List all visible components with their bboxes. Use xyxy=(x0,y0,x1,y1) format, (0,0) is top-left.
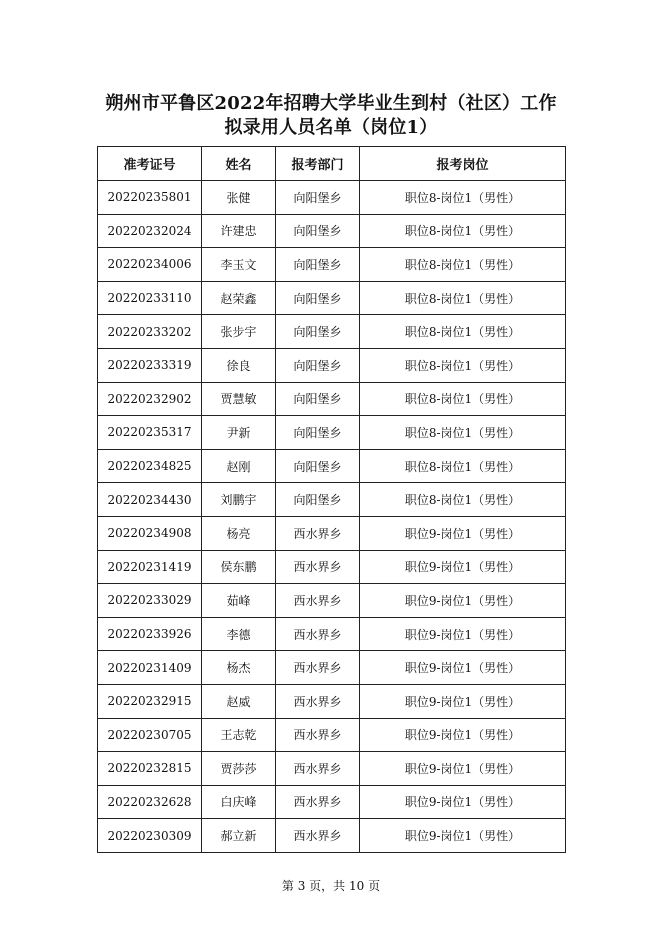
cell-exam-number: 20220234908 xyxy=(98,516,202,550)
cell-exam-number: 20220234825 xyxy=(98,449,202,483)
table-row xyxy=(98,785,566,819)
cell-position: 职位8-岗位1（男性） xyxy=(360,315,566,349)
cell-department: 向阳堡乡 xyxy=(276,281,360,315)
cell-exam-number: 20220234430 xyxy=(98,483,202,517)
table-row xyxy=(98,248,566,282)
cell-name: 郝立新 xyxy=(202,819,276,853)
cell-exam-number: 20220231419 xyxy=(98,550,202,584)
cell-exam-number: 20220235317 xyxy=(98,416,202,450)
cell-department: 向阳堡乡 xyxy=(276,315,360,349)
cell-department: 向阳堡乡 xyxy=(276,449,360,483)
cell-name: 刘鹏宇 xyxy=(202,483,276,517)
table-row xyxy=(98,449,566,483)
cell-exam-number: 20220233319 xyxy=(98,348,202,382)
cell-name: 许建忠 xyxy=(202,214,276,248)
cell-position: 职位8-岗位1（男性） xyxy=(360,449,566,483)
cell-department: 向阳堡乡 xyxy=(276,348,360,382)
cell-position: 职位8-岗位1（男性） xyxy=(360,348,566,382)
cell-department: 西水界乡 xyxy=(276,617,360,651)
table-row xyxy=(98,382,566,416)
header-row xyxy=(98,147,566,181)
cell-name: 侯东鹏 xyxy=(202,550,276,584)
cell-department: 西水界乡 xyxy=(276,718,360,752)
cell-position: 职位8-岗位1（男性） xyxy=(360,483,566,517)
table-row xyxy=(98,348,566,382)
cell-position: 职位8-岗位1（男性） xyxy=(360,214,566,248)
cell-name: 贾慧敏 xyxy=(202,382,276,416)
cell-position: 职位9-岗位1（男性） xyxy=(360,617,566,651)
cell-name: 李玉文 xyxy=(202,248,276,282)
cell-name: 杨杰 xyxy=(202,651,276,685)
cell-department: 向阳堡乡 xyxy=(276,248,360,282)
table-row xyxy=(98,516,566,550)
header-name: 姓名 xyxy=(202,147,276,181)
page-number: 第 3 页，共 10 页 xyxy=(281,879,381,893)
cell-department: 向阳堡乡 xyxy=(276,214,360,248)
cell-position: 职位9-岗位1（男性） xyxy=(360,584,566,618)
cell-department: 向阳堡乡 xyxy=(276,382,360,416)
cell-position: 职位8-岗位1（男性） xyxy=(360,416,566,450)
cell-exam-number: 20220233202 xyxy=(98,315,202,349)
table-row xyxy=(98,584,566,618)
cell-position: 职位8-岗位1（男性） xyxy=(360,382,566,416)
cell-exam-number: 20220232915 xyxy=(98,684,202,718)
cell-department: 西水界乡 xyxy=(276,684,360,718)
cell-position: 职位9-岗位1（男性） xyxy=(360,550,566,584)
header-position: 报考岗位 xyxy=(360,147,566,181)
cell-position: 职位9-岗位1（男性） xyxy=(360,718,566,752)
cell-position: 职位9-岗位1（男性） xyxy=(360,819,566,853)
cell-exam-number: 20220235801 xyxy=(98,181,202,215)
table-row xyxy=(98,483,566,517)
cell-name: 贾莎莎 xyxy=(202,752,276,786)
cell-name: 赵荣鑫 xyxy=(202,281,276,315)
candidate-table xyxy=(97,146,566,853)
cell-name: 张步宇 xyxy=(202,315,276,349)
cell-department: 向阳堡乡 xyxy=(276,416,360,450)
table-row xyxy=(98,752,566,786)
document-title-line-1: 朔州市平鲁区2022年招聘大学毕业生到村（社区）工作 xyxy=(105,93,557,114)
table-row xyxy=(98,315,566,349)
cell-position: 职位9-岗位1（男性） xyxy=(360,752,566,786)
cell-name: 茹峰 xyxy=(202,584,276,618)
cell-department: 西水界乡 xyxy=(276,550,360,584)
table-header xyxy=(98,147,566,181)
cell-position: 职位9-岗位1（男性） xyxy=(360,684,566,718)
cell-exam-number: 20220232628 xyxy=(98,785,202,819)
table-row xyxy=(98,684,566,718)
header-exam-number: 准考证号 xyxy=(98,147,202,181)
cell-department: 西水界乡 xyxy=(276,819,360,853)
document-title-line-2: 拟录用人员名单（岗位1） xyxy=(224,117,438,138)
cell-position: 职位9-岗位1（男性） xyxy=(360,516,566,550)
header-department: 报考部门 xyxy=(276,147,360,181)
table-row xyxy=(98,651,566,685)
cell-exam-number: 20220233029 xyxy=(98,584,202,618)
table-row xyxy=(98,214,566,248)
table-row xyxy=(98,416,566,450)
cell-position: 职位8-岗位1（男性） xyxy=(360,281,566,315)
cell-exam-number: 20220233110 xyxy=(98,281,202,315)
table-row xyxy=(98,281,566,315)
table-row xyxy=(98,550,566,584)
cell-name: 赵威 xyxy=(202,684,276,718)
cell-department: 西水界乡 xyxy=(276,516,360,550)
table-row xyxy=(98,617,566,651)
cell-name: 尹新 xyxy=(202,416,276,450)
cell-department: 向阳堡乡 xyxy=(276,483,360,517)
cell-name: 赵刚 xyxy=(202,449,276,483)
cell-position: 职位8-岗位1（男性） xyxy=(360,248,566,282)
cell-department: 西水界乡 xyxy=(276,584,360,618)
table-body xyxy=(98,181,566,853)
cell-exam-number: 20220231409 xyxy=(98,651,202,685)
cell-name: 徐良 xyxy=(202,348,276,382)
cell-department: 西水界乡 xyxy=(276,752,360,786)
cell-position: 职位9-岗位1（男性） xyxy=(360,651,566,685)
cell-exam-number: 20220230309 xyxy=(98,819,202,853)
cell-name: 李德 xyxy=(202,617,276,651)
table-row xyxy=(98,718,566,752)
table-row xyxy=(98,819,566,853)
cell-exam-number: 20220232815 xyxy=(98,752,202,786)
cell-department: 西水界乡 xyxy=(276,651,360,685)
cell-name: 王志乾 xyxy=(202,718,276,752)
cell-exam-number: 20220233926 xyxy=(98,617,202,651)
cell-exam-number: 20220232902 xyxy=(98,382,202,416)
cell-position: 职位8-岗位1（男性） xyxy=(360,181,566,215)
cell-name: 张健 xyxy=(202,181,276,215)
cell-name: 白庆峰 xyxy=(202,785,276,819)
cell-department: 西水界乡 xyxy=(276,785,360,819)
cell-exam-number: 20220234006 xyxy=(98,248,202,282)
cell-exam-number: 20220232024 xyxy=(98,214,202,248)
cell-name: 杨亮 xyxy=(202,516,276,550)
cell-department: 向阳堡乡 xyxy=(276,181,360,215)
cell-exam-number: 20220230705 xyxy=(98,718,202,752)
cell-position: 职位9-岗位1（男性） xyxy=(360,785,566,819)
table-row xyxy=(98,181,566,215)
